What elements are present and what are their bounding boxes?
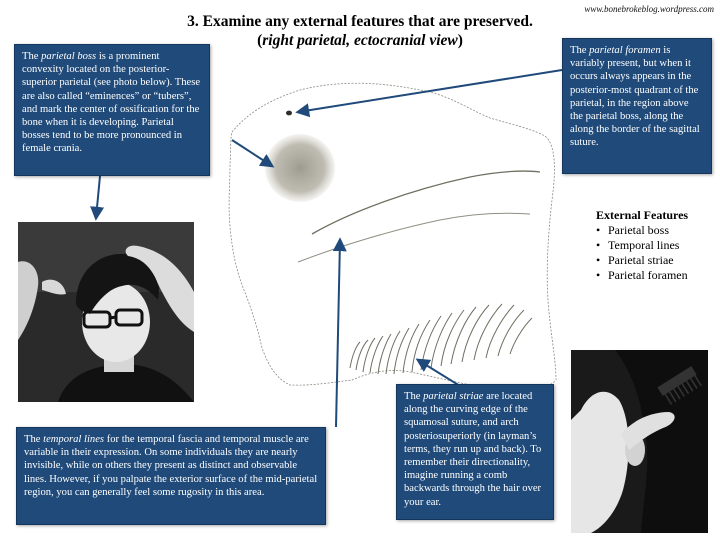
parietal-boss-shading <box>265 134 335 202</box>
photo-parietal-boss <box>18 222 194 402</box>
title-line-1: 3. Examine any external features that are preserved. <box>187 13 533 30</box>
parietal-striae <box>350 304 532 374</box>
term-parietal-striae: parietal striae <box>423 391 484 402</box>
list-item: • Temporal lines <box>596 238 680 252</box>
photo-parietal-striae <box>571 350 708 533</box>
features-list <box>596 208 688 283</box>
list-item: • Parietal boss <box>596 223 669 237</box>
parietal-foramen-dot <box>286 111 292 116</box>
features-heading: External Features <box>596 208 689 222</box>
title-view-name: right parietal, ectocranial view <box>262 32 458 49</box>
photo-person-head <box>18 222 194 402</box>
term-parietal-foramen: parietal foramen <box>589 45 661 56</box>
list-item: • Parietal foramen <box>596 268 688 282</box>
title-line-2: (right parietal, ectocranial view) <box>257 32 463 49</box>
arrow-boss-to-photo <box>96 176 100 218</box>
callout-parietal-striae: The parietal striae are located along the curving edge of the squamosal suture, and arch posteriosuperiorly (in layman’s terms, they run up and back). To remember their directionality, imagine running a comb backwards through the hair over your ear. <box>396 384 554 520</box>
callout-temporal-lines: The temporal lines for the temporal fascia and temporal muscle are variable in their expression. On some individuals they are nearly invisible, while on others they present as distinct and observable lines. However, if you palpate the exterior surface of the mid-parietal region, you can generally feel some rugosity in this area. <box>16 427 326 525</box>
list-item: • Parietal striae <box>596 253 674 267</box>
arrow-striae <box>418 360 460 386</box>
callout-parietal-foramen: The parietal foramen is variably present, but when it occurs always appears in the posterior-most quadrant of the parietal, in the region above the parietal boss, along the along the border of the sagittal suture. <box>562 38 712 174</box>
arrow-foramen <box>298 70 562 112</box>
callout-parietal-boss: The parietal boss is a prominent convexity located on the posterior-superior parietal (see photo below). These are also called “eminences” or “tubers”, and mark the center of ossification for the bone when it is developing. Parietal bosses tend to be more pronounced in female crania. <box>14 44 210 176</box>
source-url: www.bonebrokeblog.wordpress.com <box>584 4 714 14</box>
temporal-line-upper <box>312 171 540 234</box>
arrow-temporal <box>336 240 340 427</box>
temporal-line-lower <box>298 213 530 262</box>
features-items <box>596 223 688 283</box>
term-parietal-boss: parietal boss <box>41 51 97 62</box>
arrow-boss-to-sketch <box>232 140 272 166</box>
term-temporal-lines: temporal lines <box>43 434 105 445</box>
photo-comb-hair <box>571 350 708 533</box>
